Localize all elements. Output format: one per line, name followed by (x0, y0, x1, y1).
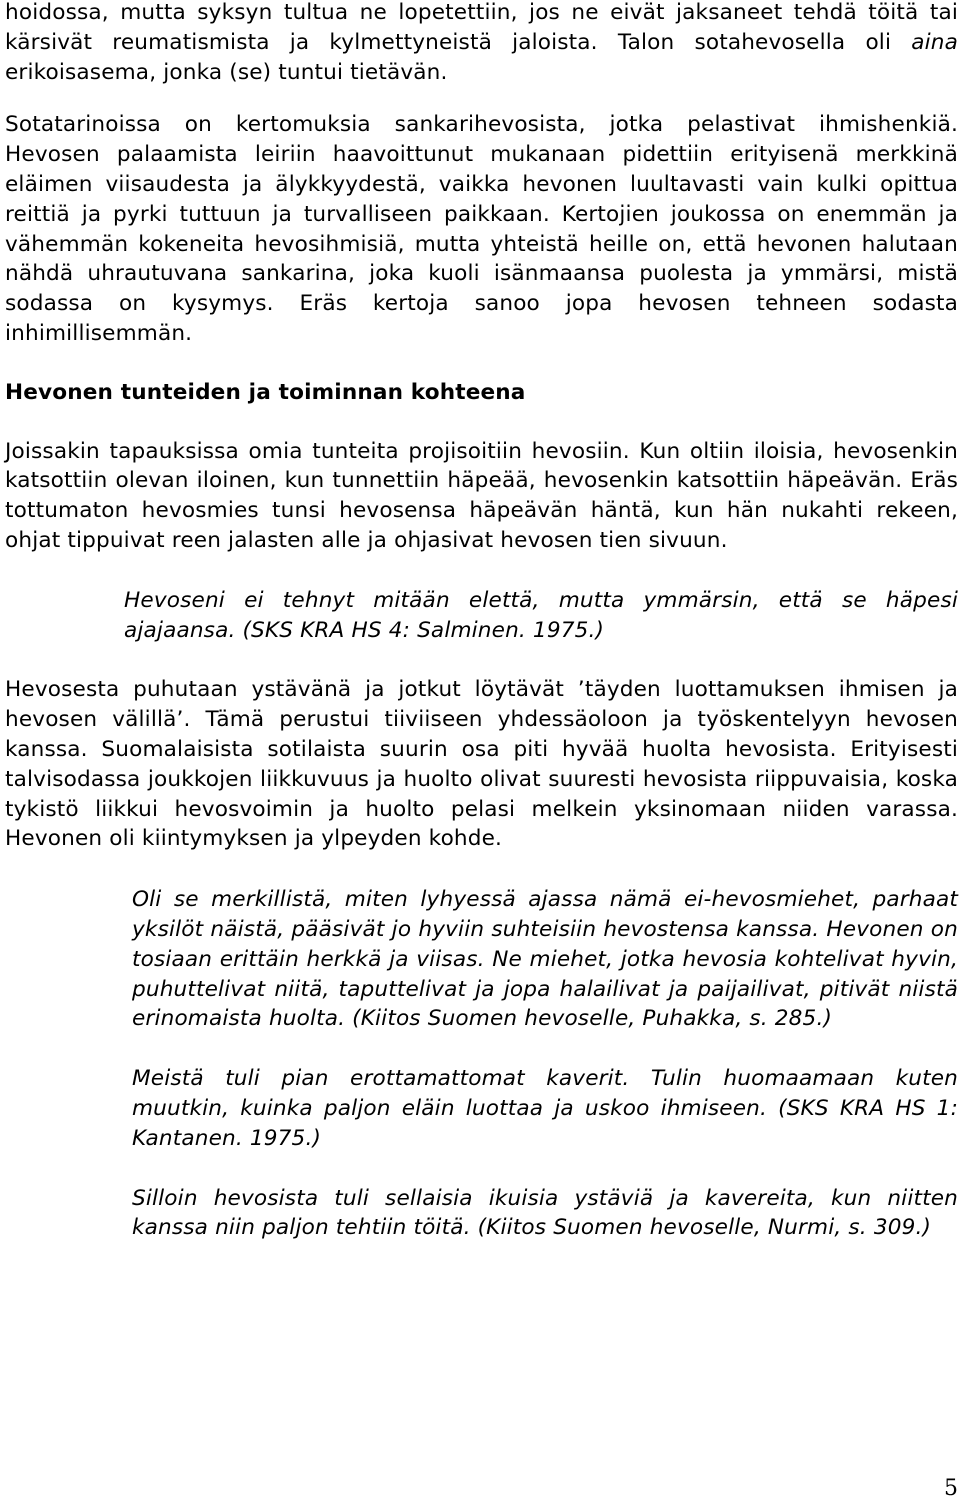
document-page (5, 0, 958, 1243)
paragraph-intro (5, 0, 958, 87)
section-heading: Hevonen tunteiden ja toiminnan kohteena (5, 379, 526, 405)
quote-nurmi: Silloin hevosista tuli sellaisia ikuisia ystäviä ja kavereita, kun niitten kanssa niin paljon tehtiin töitä. (Kiitos Suomen hevoselle, Nurmi, s. 309.) (132, 1185, 958, 1241)
paragraph-projection: Joissakin tapauksissa omia tunteita projisoitiin hevosiin. Kun oltiin iloisia, hevosenkin katsottiin olevan iloinen, kun tunnettiin häpeää, hevosenkin katsottiin häpeävän. Eräs tottumaton hevosmies tunsi hevosensa häpeävän häntä, kun hän nukahti rekeen, ohjat tippuivat reen jalasten alle ja ohjasivat hevosen tien sivuun. (5, 438, 958, 553)
paragraph-friendship: Hevosesta puhutaan ystävänä ja jotkut löytävät ’täyden luottamuksen ihmisen ja hevosen välillä’. Tämä perustui tiiviiseen yhdessäoloon ja työskentelyyn hevosen kanssa. Suomalaisista sotilaista suurin osa piti hyvää huolta hevosista. Erityisesti talvisodassa joukkojen liikkuvuus ja huolto olivat suuresti hevosista riippuvaisia, koska tykistö liikkui hevosvoimin ja huolto pelasi melkein yksinomaan niiden varassa. Hevonen oli kiintymyksen ja ylpeyden kohde. (5, 677, 958, 852)
quote-salminen: Hevoseni ei tehnyt mitään elettä, mutta ymmärsin, että se häpesi ajajaansa. (SKS KRA HS 4: Salminen. 1975.) (124, 587, 958, 643)
paragraph-war-stories: Sotatarinoissa on kertomuksia sankarihevosista, jotka pelastivat ihmishenkiä. Hevosen palaamista leiriin haavoittunut mukanaan pidettiin erityisenä merkkinä eläimen viisaudesta ja älykkyydestä, vaikka hevonen luultavasti vain kulki opittua reittiä ja pyrki tuttuun ja turvalliseen paikkaan. Kertojien joukossa on enemmän ja vähemmän kokeneita hevosihmisiä, mutta yhteistä heille on, että hevonen halutaan nähdä uhrautuvana sankarina, joka kuoli isänmaansa puolesta ja ymmärsi, mistä sodassa on kysymys. Eräs kertoja sanoo jopa hevosen tehneen sodasta inhimillisemmän. (5, 112, 958, 346)
quote-kantanen: Meistä tuli pian erottamattomat kaverit. Tulin huomaamaan kuten muutkin, kuinka paljon eläin luottaa ja uskoo ihmiseen. (SKS KRA HS 1: Kantanen. 1975.) (132, 1066, 958, 1151)
page-number: 5 (944, 1476, 958, 1501)
quote-puhakka: Oli se merkillistä, miten lyhyessä ajassa nämä ei-hevosmiehet, parhaat yksilöt näistä, pääsivät jo hyviin suhteisiin hevostensa kanssa. Hevonen on tosiaan erittäin herkkä ja viisas. Ne miehet, jotka hevosia kohtelivat hyvin, puhuttelivat niitä, taputtelivat ja jopa halailivat ja paijailivat, pitivät niistä erinomaista huolta. (Kiitos Suomen hevoselle, Puhakka, s. 285.) (132, 887, 958, 1032)
paragraph-intro-emphasis: aina (911, 29, 958, 55)
paragraph-intro-text-a: hoidossa, mutta syksyn tultua ne lopetettiin, jos ne eivät jaksaneet tehdä töitä tai kärsivät reumatismista ja kylmettyneistä jaloista. Talon sotahevosella oli (5, 0, 958, 55)
paragraph-intro-text-b: erikoisasema, jonka (se) tuntui tietävän. (5, 59, 448, 85)
